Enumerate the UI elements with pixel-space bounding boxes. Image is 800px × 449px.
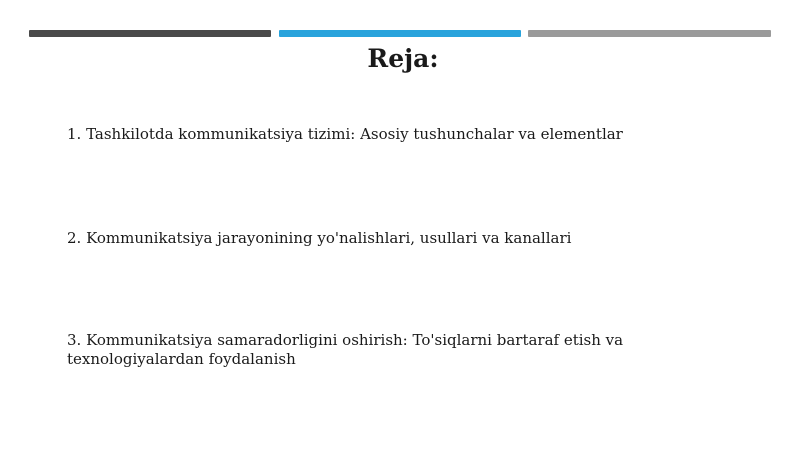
plan-item-2: 2. Kommunikatsiya jarayonining yo'nalishlari, usullari va kanallari [67, 229, 572, 247]
plan-item-1: 1. Tashkilotda kommunikatsiya tizimi: Asosiy tushunchalar va elementlar [67, 125, 623, 143]
plan-item-3: 3. Kommunikatsiya samaradorligini oshirish: To'siqlarni bartaraf etish va texnologiyalardan foydalanish [67, 331, 624, 368]
top-accent-bar-gray [528, 30, 771, 37]
top-accent-bar-dark [29, 30, 271, 37]
slide-title: Reja: [367, 44, 439, 73]
top-accent-bar-blue [279, 30, 521, 37]
